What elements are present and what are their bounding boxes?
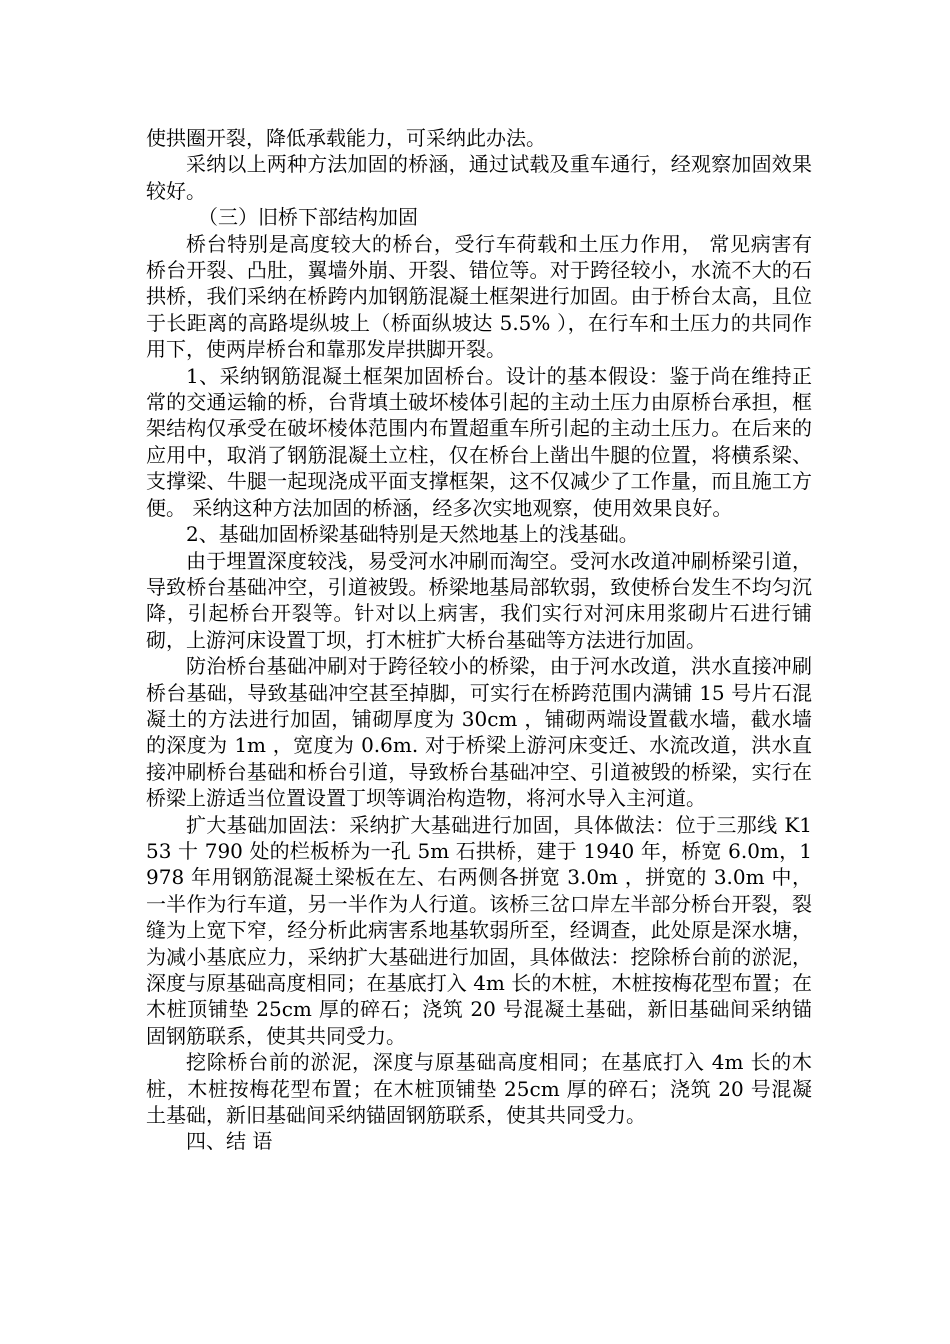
paragraph-scour-prevention: 防治桥台基础冲刷对于跨径较小的桥梁，由于河水改道，洪水直接冲刷桥台基础，导致基础冲空甚至掉脚，可实行在桥跨范围内满铺 15 号片石混凝土的方法进行加固，铺砌厚度为 30cm ，铺砌两端设置截水墙，截水墙的深度为 1m ，宽度为 0.6m. 对于桥梁上游河床变迁、水流改道，洪水直接冲刷桥台基础和桥台引道，导致桥台基础冲空、引道被毁的桥梁，实行在桥梁上游适当位置设置丁坝等调治构造物，将河水导入主河道。: [146, 654, 812, 811]
section-heading-substructure: （三）旧桥下部结构加固: [198, 205, 418, 230]
paragraph-effect: 采纳以上两种方法加固的桥涵，通过试载及重车通行，经观察加固效果较好。: [146, 152, 812, 203]
paragraph-abutment-damage: 桥台特别是高度较大的桥台，受行车荷载和土压力作用， 常见病害有桥台开裂、凸肚，翼墙外崩、开裂、错位等。对于跨径较小，水流不大的石拱桥，我们采纳在桥跨内加钢筋混凝土框架进行加固。由于桥台太高，且位于长距离的高路堤纵坡上（桥面纵坡达 5.5% ），在行车和土压力的共同作用下，使两岸桥台和靠那发岸拱脚开裂。: [146, 231, 812, 362]
paragraph-expanded-foundation: 扩大基础加固法：采纳扩大基础进行加固，具体做法：位于三那线 K153 十 790 处的栏板桥为一孔 5m 石拱桥，建于 1940 年，桥宽 6.0m，1978 年用钢筋混凝土梁板在左、右两侧各拼宽 3.0m ，拼宽的 3.0m 中，一半作为行车道，另一半作为人行道。该桥三岔口岸左半部分桥台开裂，裂缝为上宽下窄，经分析此病害系地基软弱所至，经调查，此处原是深水塘，为减小基底应力，采纳扩大基础进行加固，具体做法：挖除桥台前的淤泥，深度与原基础高度相同；在基底打入 4m 长的木桩，木桩按梅花型布置；在木桩顶铺垫 25cm 厚的碎石；浇筑 20 号混凝土基础，新旧基础间采纳锚固钢筋联系，使其共同受力。: [146, 812, 812, 1048]
paragraph-frame-reinforcement: 1、采纳钢筋混凝土框架加固桥台。设计的基本假设：鉴于尚在维持正常的交通运输的桥，台背填土破坏棱体引起的主动土压力由原桥台承担，框架结构仅承受在破坏棱体范围内布置超重车所引起的主动土压力。在后来的应用中，取消了钢筋混凝土立柱，仅在桥台上凿出牛腿的位置，将横系梁、支撑梁、牛腿一起现浇成平面支撑框架，这不仅减少了工作量，而且施工方便。 采纳这种方法加固的桥涵，经多次实地观察，使用效果良好。: [146, 363, 812, 520]
paragraph-shallow-foundation: 由于埋置深度较浅，易受河水冲刷而淘空。受河水改道冲刷桥梁引道，导致桥台基础冲空，引道被毁。桥梁地基局部软弱，致使桥台发生不均匀沉降，引起桥台开裂等。针对以上病害，我们实行对河床用浆砌片石进行铺砌，上游河床设置丁坝，打木桩扩大桥台基础等方法进行加固。: [146, 548, 812, 652]
document-body: [146, 125, 812, 1155]
section-heading-conclusion: 四、结 语: [186, 1129, 273, 1154]
paragraph-excavation: 挖除桥台前的淤泥，深度与原基础高度相同；在基底打入 4m 长的木桩，木桩按梅花型布置；在木桩顶铺垫 25cm 厚的碎石；浇筑 20 号混凝土基础，新旧基础间采纳锚固钢筋联系，使其共同受力。: [146, 1050, 812, 1128]
paragraph-continuation: 使拱圈开裂，降低承载能力，可采纳此办法。: [146, 126, 546, 150]
paragraph-foundation-heading: 2、基础加固桥梁基础特别是天然地基上的浅基础。: [186, 522, 639, 547]
